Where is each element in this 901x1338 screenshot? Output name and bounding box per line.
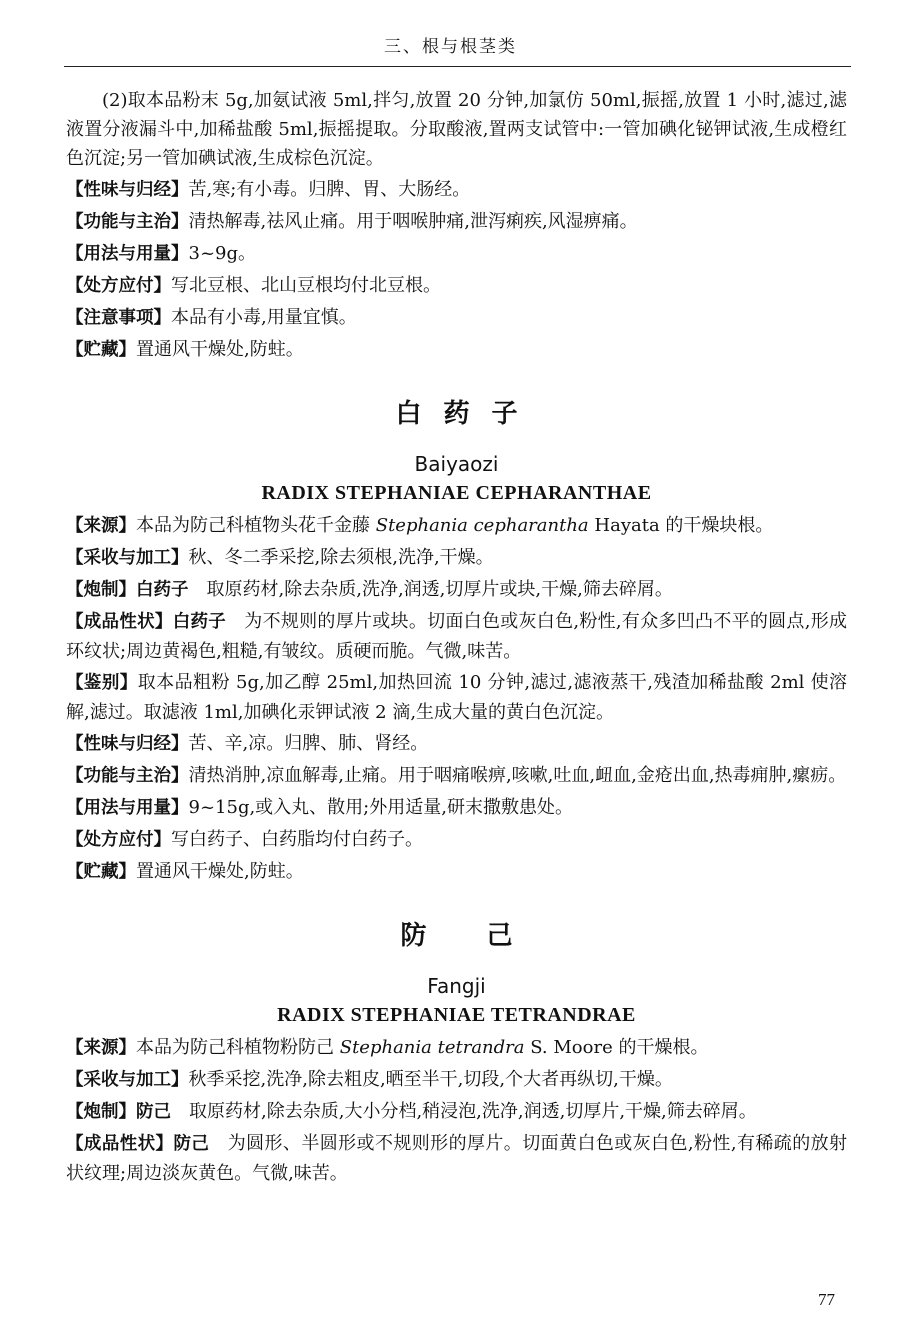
product-description-entry: 【成品性状】防己 为圆形、半圆形或不规则形的厚片。切面黄白色或灰白色,粉性,有稀疏的放射状纹理;周边淡灰黄色。气微,味苦。 [66,1133,848,1184]
function-entry: 【功能与主治】清热解毒,祛风止痛。用于咽喉肿痛,泄泻痢疾,风湿痹痛。 [66,211,638,232]
pinyin-fangji: Fangji [427,974,486,998]
caution-entry: 【注意事项】本品有小毒,用量宜慎。 [66,307,357,328]
page-number: 77 [818,1290,835,1309]
species-name: Stephania tetrandra [339,1037,525,1058]
identification-para-2: (2)取本品粉末 5g,加氨试液 5ml,拌匀,放置 20 分钟,加氯仿 50ml,振摇,放置 1 小时,滤过,滤液置分液漏斗中,加稀盐酸 5ml,振摇提取。分取酸液,置两支试管中:一管加碘化铋钾试液,生成橙红色沉淀;另一管加碘试液,生成棕色沉淀。 [66,90,847,169]
running-title: 三、根与根茎类 [384,37,517,57]
source-entry: 【来源】本品为防己科植物粉防己 Stephania tetrandra S. Moore 的干燥根。 [66,1037,709,1058]
pinyin-baiyaozi: Baiyaozi [414,452,499,476]
latin-name-baiyaozi: RADIX STEPHANIAE CEPHARANTHAE [261,482,652,504]
harvest-entry: 【采收与加工】秋季采挖,洗净,除去粗皮,晒至半干,切段,个大者再纵切,干燥。 [66,1069,673,1090]
source-entry: 【来源】本品为防己科植物头花千金藤 Stephania cepharantha Hayata 的干燥块根。 [66,515,774,536]
page-body [66,86,847,1190]
prescription-entry: 【处方应付】写北豆根、北山豆根均付北豆根。 [66,275,441,296]
identification-entry: 【鉴别】取本品粗粉 5g,加乙醇 25ml,加热回流 10 分钟,滤过,滤液蒸干,残渣加稀盐酸 2ml 使溶解,滤过。取滤液 1ml,加碘化汞钾试液 2 滴,生成大量的黄白色沉淀。 [66,672,847,723]
storage-entry: 【贮藏】置通风干燥处,防蛀。 [66,861,304,882]
species-name: Stephania cepharantha [375,515,589,536]
harvest-entry: 【采收与加工】秋、冬二季采挖,除去须根,洗净,干燥。 [66,547,494,568]
function-entry: 【功能与主治】清热消肿,凉血解毒,止痛。用于咽痛喉痹,咳嗽,吐血,衄血,金疮出血,热毒痈肿,瘰疬。 [66,765,847,786]
property-entry: 【性味与归经】苦、辛,凉。归脾、肺、肾经。 [66,733,429,754]
product-description-entry: 【成品性状】白药子 为不规则的厚片或块。切面白色或灰白色,粉性,有众多凹凸不平的圆点,形成环纹状;周边黄褐色,粗糙,有皱纹。质硬而脆。气微,味苦。 [66,611,847,662]
header-rule [64,66,851,67]
prescription-entry: 【处方应付】写白药子、白药脂均付白药子。 [66,829,423,850]
monograph-title-baiyaozi: 白药子 [395,399,540,429]
processing-entry: 【炮制】白药子 取原药材,除去杂质,洗净,润透,切厚片或块,干燥,筛去碎屑。 [66,579,673,600]
property-entry: 【性味与归经】苦,寒;有小毒。归脾、胃、大肠经。 [66,179,471,200]
dosage-entry: 【用法与用量】3~9g。 [66,243,257,264]
processing-entry: 【炮制】防己 取原药材,除去杂质,大小分档,稍浸泡,洗净,润透,切厚片,干燥,筛去碎屑。 [66,1101,757,1122]
storage-entry: 【贮藏】置通风干燥处,防蛀。 [66,339,304,360]
monograph-title-fangji: 防己 [400,921,573,951]
latin-name-fangji: RADIX STEPHANIAE TETRANDRAE [277,1004,636,1026]
dosage-entry: 【用法与用量】9~15g,或入丸、散用;外用适量,研末撒敷患处。 [66,797,573,818]
